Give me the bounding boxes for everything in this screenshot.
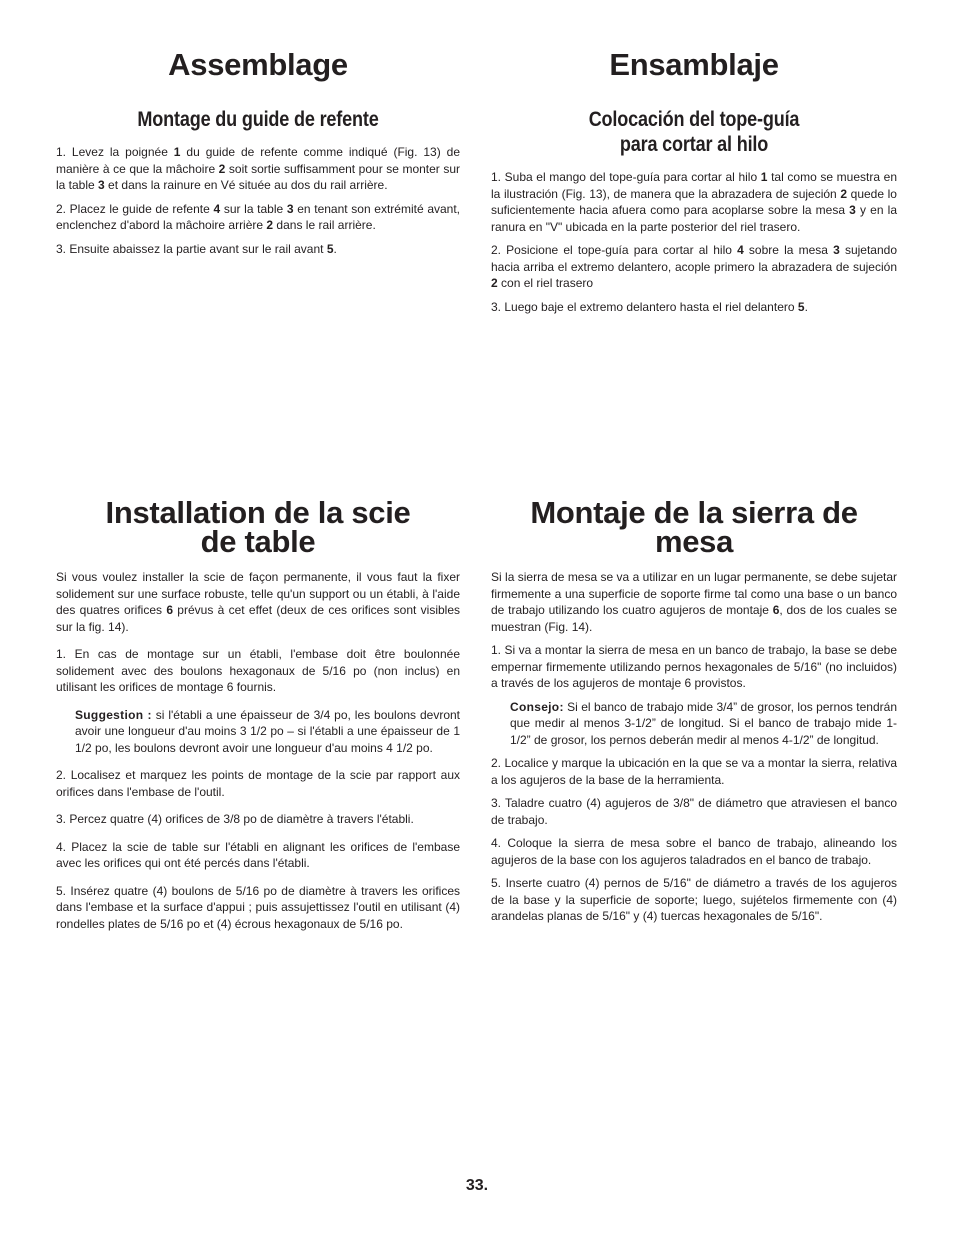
- es-install-tip: Consejo: Si el banco de trabajo mide 3/4” de grosor, los pernos tendrán que medir al menos 3-1/2” de longitud. Si el banco de trabajo mide 1-1/2” de grosor, los pernos deberán medir al menos 4-1/2” de longitud.: [510, 699, 897, 747]
- fr-assembly-step-3: 3. Ensuite abaissez la partie avant sur le rail avant 5.: [56, 241, 337, 256]
- fr-assembly-step-2: 2. Placez le guide de refente 4 sur la table 3 en tenant son extrémité avant, enclenchez d'abord la mâchoire arrière 2 dans le rail arrière.: [56, 201, 461, 232]
- es-install-heading: [491, 495, 897, 559]
- fr-install-tip-label: Suggestion :: [75, 707, 152, 722]
- es-assembly-subheading-line-1: Colocación del tope-guía: [588, 108, 800, 131]
- es-install-intro: Si la sierra de mesa se va a utilizar en un lugar permanente, se debe sujetar firmemente a una superficie de soporte firme tal como una base o un banco de trabajo utilizando los cuatro agujeros de montaje 6, dos de los cuales se muestran (Fig. 14).: [491, 570, 897, 634]
- es-assembly-subheading: [519, 107, 868, 157]
- fr-install-step-4: 4. Placez la scie de table sur l'établi en alignant les orifices de l'embase avec les orifices qui ont été percés dans l'établi.: [56, 839, 460, 870]
- fr-install-intro: Si vous voulez installer la scie de façon permanente, il vous faut la fixer solidement sur une surface robuste, telle qu'un support ou un établi, à l'aide des quatres orifices 6 prévus à cet effet (deux de ces orifices sont visibles sur la fig. 14).: [56, 570, 460, 634]
- fr-install-step-3: 3. Percez quatre (4) orifices de 3/8 po de diamètre à travers l'établi.: [56, 812, 414, 826]
- fr-install-step-2: 2. Localisez et marquez les points de montage de la scie par rapport aux orifices dans l'embase de l'outil.: [56, 768, 460, 799]
- fr-install-step-5: 5. Insérez quatre (4) boulons de 5/16 po de diamètre à travers les orifices dans l'embase et la surface d'appui ; puis assujettissez l'outil en utilisant (4) rondelles plates de 5/16 po et (4) écrous hexagonaux de 5/16 po.: [56, 883, 460, 931]
- es-assembly-section: [491, 47, 897, 315]
- fr-install-step-1: 1. En cas de montage sur un établi, l'embase doit être boulonnée solidement avec des boulons hexagonaux de 5/16 po (non inclus) en utilisant les orifices de montage 6 fournis.: [56, 647, 460, 694]
- fr-install-heading: [56, 495, 460, 559]
- es-install-step-5: 5. Inserte cuatro (4) pernos de 5/16" de diámetro a través de los agujeros de la base y la superficie de soporte; luego, sujételos firmemente con (4) arandelas planas de 5/16" y (4) tuercas hexagonales de 5/16".: [491, 876, 897, 923]
- fr-install-heading-line-2: de table: [200, 524, 316, 559]
- es-install-step-3: 3. Taladre cuatro (4) agujeros de 3/8" de diámetro que atraviesen el banco de trabajo.: [491, 796, 897, 827]
- es-install-step-1: 1. Si va a montar la sierra de mesa en un banco de trabajo, la base se debe empernar firmemente utilizando pernos hexagonales de 5/16" (no incluidos) a través de los agujeros de montaje 6 provistos.: [491, 643, 897, 690]
- es-install-step-2: 2. Localice y marque la ubicación en la que se va a montar la sierra, relativa a los agujeros de la base de la herramienta.: [491, 756, 897, 787]
- es-install-section: [491, 495, 897, 925]
- es-install-heading-line-2: mesa: [654, 524, 734, 559]
- fr-assembly-heading: Assemblage: [168, 47, 348, 82]
- fr-assembly-step-1: 1. Levez la poignée 1 du guide de refente comme indiqué (Fig. 13) de manière à ce que la mâchoire 2 soit sortie suffisamment pour se monter sur la table 3 et dans la rainure en Vé située au dos du rail arrière.: [56, 145, 461, 192]
- es-assembly-step-2: 2. Posicione el tope-guía para cortar al hilo 4 sobre la mesa 3 sujetando hacia arriba el extremo delantero, acople primero la abrazadera de sujeción 2 con el riel trasero: [491, 243, 897, 290]
- es-install-tip-label: Consejo:: [510, 699, 564, 714]
- fr-assembly-subheading: Montage du guide de refente: [137, 108, 379, 131]
- page-number: 33.: [465, 1177, 489, 1194]
- fr-install-tip: Suggestion : si l'établi a une épaisseur de 3/4 po, les boulons devront avoir une longueur d'au moins 3 1/2 po – si l'établi a une épaisseur de 1 1/2 po, les boulons devront avoir une longueur d'au moins 4 1/2 po.: [75, 707, 460, 755]
- es-assembly-heading: Ensamblaje: [609, 47, 779, 82]
- fr-install-heading-line-1: Installation de la scie: [105, 495, 411, 530]
- es-assembly-step-3: 3. Luego baje el extremo delantero hasta el riel delantero 5.: [491, 299, 808, 314]
- es-install-heading-line-1: Montaje de la sierra de: [530, 495, 858, 530]
- fr-install-section: [56, 495, 460, 932]
- es-install-step-4: 4. Coloque la sierra de mesa sobre el banco de trabajo, alineando los agujeros de la base con los agujeros taladrados en el banco de trabajo.: [491, 836, 897, 867]
- es-assembly-subheading-line-2: para cortar al hilo: [619, 133, 769, 156]
- es-assembly-step-1: 1. Suba el mango del tope-guía para cortar al hilo 1 tal como se muestra en la ilustración (Fig. 13), de manera que la abrazadera de sujeción 2 quede lo suficientemente hacia afuera como para acoplarse sobre la mesa 3 y en la ranura en "V" ubicada en la parte posterior del riel trasero.: [491, 170, 897, 234]
- fr-assembly-section: [56, 47, 461, 257]
